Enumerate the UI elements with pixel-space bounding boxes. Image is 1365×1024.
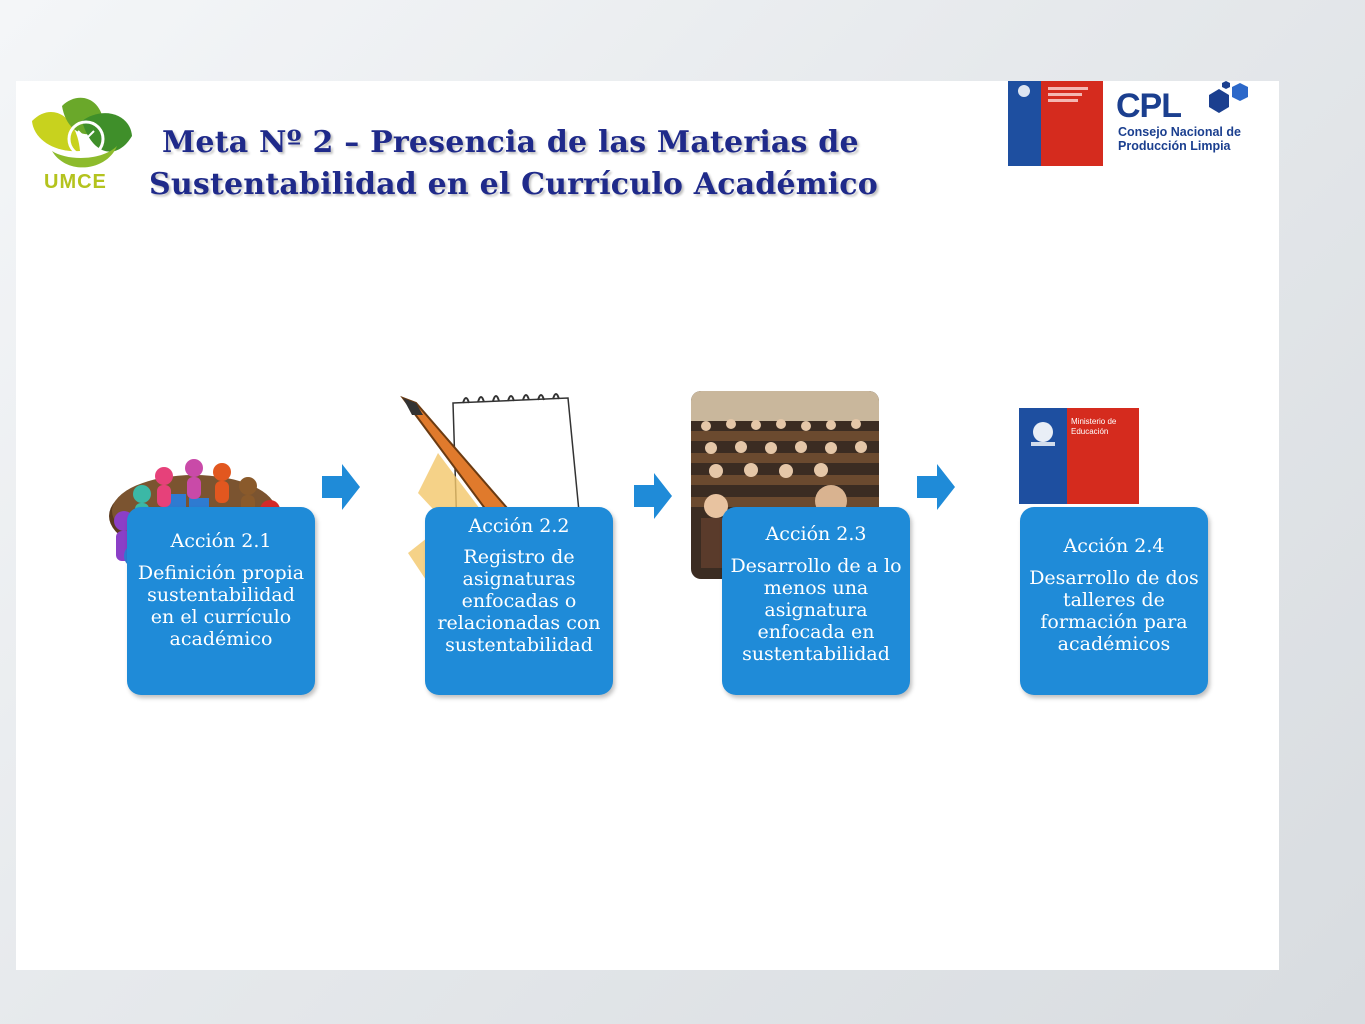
right-arrow-icon [917,464,955,510]
svg-text:Educación: Educación [1071,427,1109,436]
government-of-chile-logo-icon [1008,81,1103,166]
umce-logo-text: UMCE [44,171,107,193]
right-arrow-icon [634,473,672,519]
cpl-logo-subtitle: Consejo Nacional de Producción Limpia [1118,125,1241,153]
right-arrow-icon [322,464,360,510]
action-card-2-4 [1020,507,1208,695]
action-title: Acción 2.4 [1063,535,1165,557]
title-line-2: Sustentabilidad en el Currículo Académico [149,167,878,202]
action-title: Acción 2.2 [468,515,570,537]
svg-text:Ministerio de: Ministerio de [1071,417,1117,426]
action-description: Registro de asignaturas enfocadas o relacionadas con sustentabilidad [437,546,601,656]
action-title: Acción 2.3 [765,523,867,545]
action-description: Desarrollo de a lo menos una asignatura enfocada en sustentabilidad [730,555,902,665]
action-title: Acción 2.1 [170,530,272,552]
action-card-2-3 [722,507,910,695]
action-card-2-1 [127,507,315,695]
ministerio-educacion-logo-icon [1019,408,1139,504]
action-description: Definición propia sustentabilidad en el currículo académico [137,562,305,650]
action-card-2-2 [425,507,613,695]
cpl-logo-text: CPL [1116,87,1181,125]
slide [16,81,1279,970]
action-description: Desarrollo de dos talleres de formación para académicos [1029,567,1199,655]
title-line-1: Meta Nº 2 – Presencia de las Materias de [162,125,859,160]
